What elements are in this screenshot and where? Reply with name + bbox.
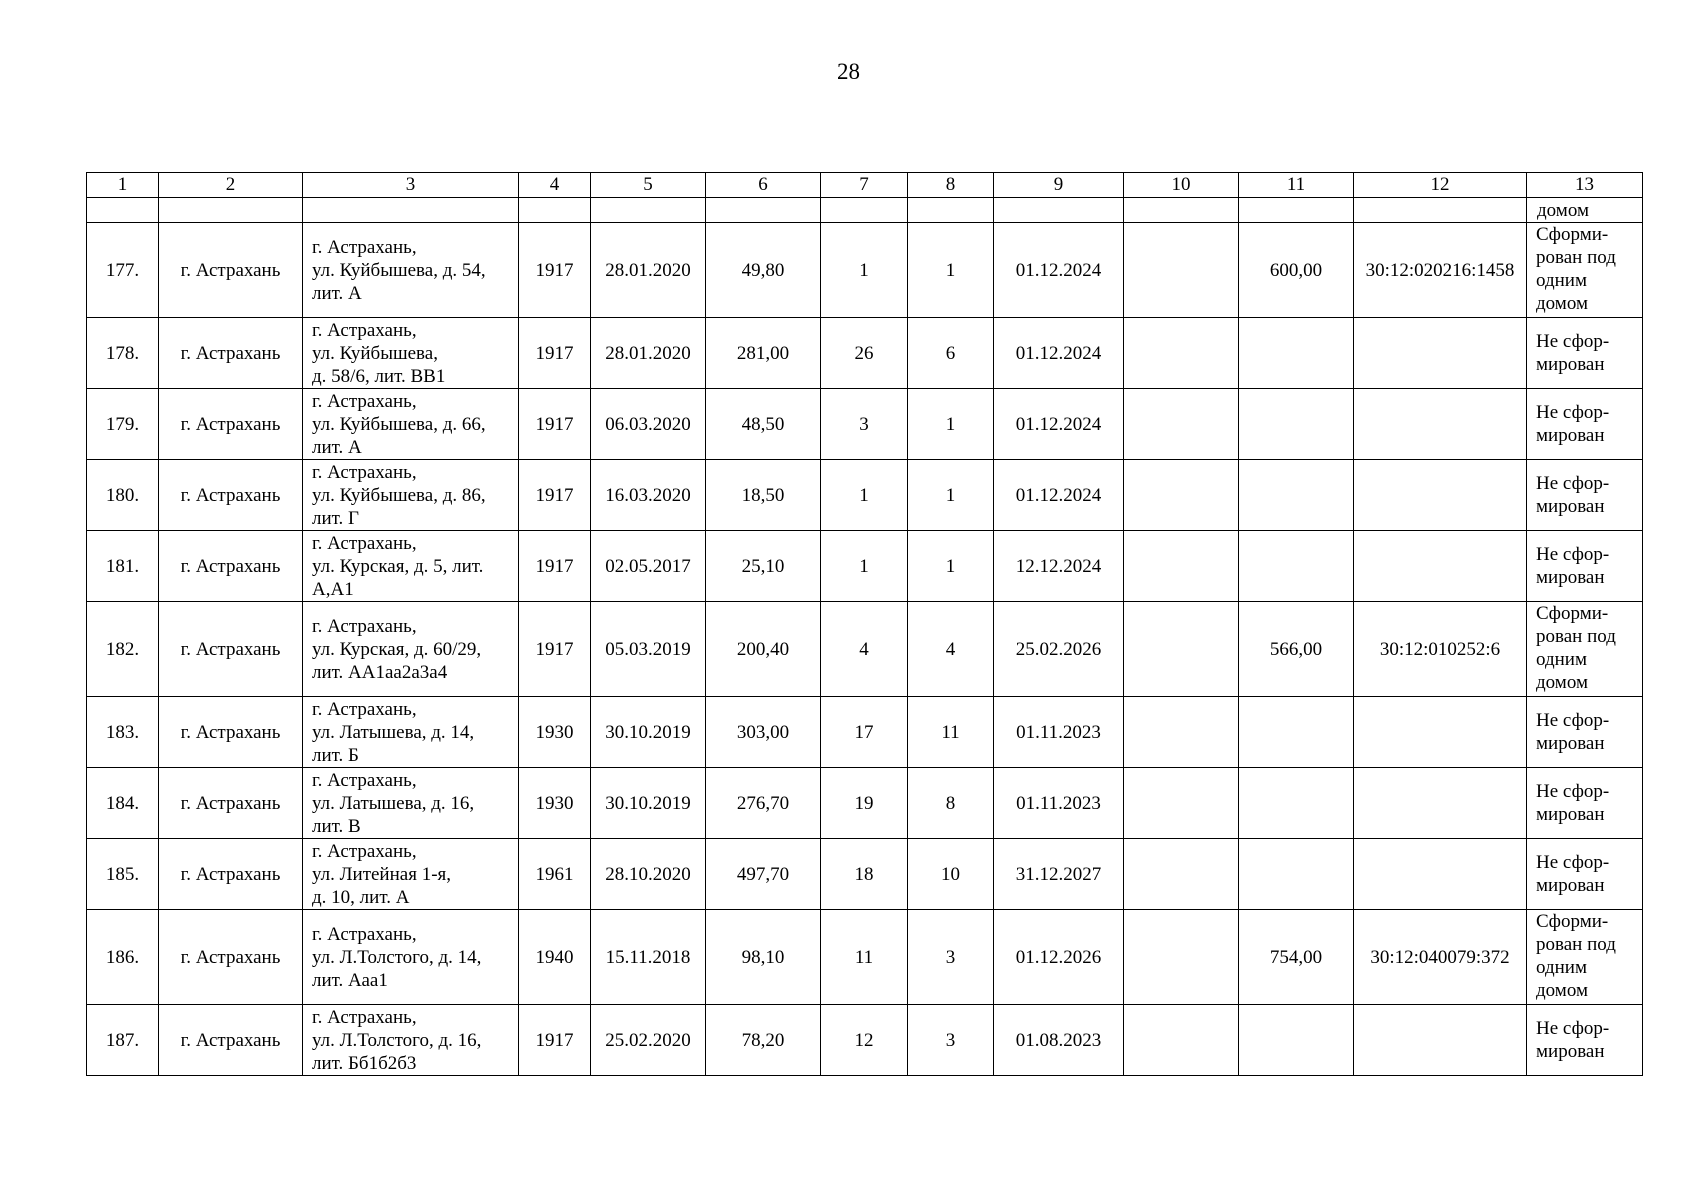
- column-7-cell: 12: [821, 1005, 908, 1076]
- column-10-cell: [1124, 768, 1239, 839]
- column-number: 5: [591, 173, 706, 198]
- row-number-cell: 177.: [87, 223, 159, 318]
- status-cell: Сформи- рован под одним домом: [1527, 602, 1643, 697]
- column-7-cell: 18: [821, 839, 908, 910]
- cadastral-number-cell: [1354, 389, 1527, 460]
- empty-cell: [519, 198, 591, 223]
- date-cell: 30.10.2019: [591, 697, 706, 768]
- address-cell: г. Астрахань, ул. Куйбышева, д. 86, лит. Г: [303, 460, 519, 531]
- cadastral-number-cell: [1354, 768, 1527, 839]
- area-cell: 25,10: [706, 531, 821, 602]
- status-cell: Сформи- рован под одним домом: [1527, 910, 1643, 1005]
- year-cell: 1917: [519, 1005, 591, 1076]
- column-8-cell: 6: [908, 318, 994, 389]
- table-row: [87, 223, 1643, 318]
- date-cell: 28.01.2020: [591, 318, 706, 389]
- status-cell: Не сфор- мирован: [1527, 389, 1643, 460]
- column-7-cell: 19: [821, 768, 908, 839]
- continuation-status-cell: домом: [1527, 198, 1643, 223]
- city-cell: г. Астрахань: [159, 697, 303, 768]
- date-cell: 02.05.2017: [591, 531, 706, 602]
- column-9-cell: 12.12.2024: [994, 531, 1124, 602]
- city-cell: г. Астрахань: [159, 389, 303, 460]
- column-7-cell: 1: [821, 460, 908, 531]
- address-cell: г. Астрахань, ул. Курская, д. 5, лит. А,А1: [303, 531, 519, 602]
- address-cell: г. Астрахань, ул. Литейная 1-я, д. 10, лит. А: [303, 839, 519, 910]
- column-8-cell: 4: [908, 602, 994, 697]
- column-7-cell: 3: [821, 389, 908, 460]
- address-cell: г. Астрахань, ул. Куйбышева, д. 58/6, лит. ВВ1: [303, 318, 519, 389]
- column-9-cell: 01.12.2024: [994, 318, 1124, 389]
- cadastral-number-cell: 30:12:010252:6: [1354, 602, 1527, 697]
- address-cell: г. Астрахань, ул. Курская, д. 60/29, лит. АА1аа2а3а4: [303, 602, 519, 697]
- column-11-cell: [1239, 531, 1354, 602]
- table-row: [87, 389, 1643, 460]
- address-cell: г. Астрахань, ул. Куйбышева, д. 54, лит. А: [303, 223, 519, 318]
- date-cell: 16.03.2020: [591, 460, 706, 531]
- column-10-cell: [1124, 389, 1239, 460]
- status-cell: Сформи- рован под одним домом: [1527, 223, 1643, 318]
- address-cell: г. Астрахань, ул. Л.Толстого, д. 16, лит. Бб1б2б3: [303, 1005, 519, 1076]
- area-cell: 49,80: [706, 223, 821, 318]
- empty-cell: [591, 198, 706, 223]
- empty-cell: [908, 198, 994, 223]
- status-cell: Не сфор- мирован: [1527, 768, 1643, 839]
- empty-cell: [821, 198, 908, 223]
- date-cell: 15.11.2018: [591, 910, 706, 1005]
- column-11-cell: [1239, 768, 1354, 839]
- cadastral-number-cell: 30:12:020216:1458: [1354, 223, 1527, 318]
- column-9-cell: 01.08.2023: [994, 1005, 1124, 1076]
- city-cell: г. Астрахань: [159, 318, 303, 389]
- column-9-cell: 01.12.2026: [994, 910, 1124, 1005]
- column-number: 2: [159, 173, 303, 198]
- area-cell: 78,20: [706, 1005, 821, 1076]
- city-cell: г. Астрахань: [159, 460, 303, 531]
- column-number: 12: [1354, 173, 1527, 198]
- year-cell: 1917: [519, 602, 591, 697]
- column-10-cell: [1124, 460, 1239, 531]
- column-10-cell: [1124, 697, 1239, 768]
- empty-cell: [159, 198, 303, 223]
- row-number-cell: 187.: [87, 1005, 159, 1076]
- row-number-cell: 179.: [87, 389, 159, 460]
- column-7-cell: 17: [821, 697, 908, 768]
- date-cell: 25.02.2020: [591, 1005, 706, 1076]
- year-cell: 1917: [519, 531, 591, 602]
- column-10-cell: [1124, 839, 1239, 910]
- column-8-cell: 8: [908, 768, 994, 839]
- area-cell: 98,10: [706, 910, 821, 1005]
- column-7-cell: 4: [821, 602, 908, 697]
- area-cell: 303,00: [706, 697, 821, 768]
- column-8-cell: 1: [908, 460, 994, 531]
- column-8-cell: 10: [908, 839, 994, 910]
- column-8-cell: 1: [908, 223, 994, 318]
- column-11-cell: [1239, 460, 1354, 531]
- year-cell: 1930: [519, 697, 591, 768]
- city-cell: г. Астрахань: [159, 531, 303, 602]
- area-cell: 276,70: [706, 768, 821, 839]
- page-number: 28: [837, 59, 860, 84]
- column-8-cell: 3: [908, 1005, 994, 1076]
- date-cell: 30.10.2019: [591, 768, 706, 839]
- year-cell: 1940: [519, 910, 591, 1005]
- column-number: 3: [303, 173, 519, 198]
- column-11-cell: [1239, 697, 1354, 768]
- table-row: [87, 910, 1643, 1005]
- table-row: [87, 460, 1643, 531]
- address-cell: г. Астрахань, ул. Латышева, д. 14, лит. Б: [303, 697, 519, 768]
- date-cell: 05.03.2019: [591, 602, 706, 697]
- column-8-cell: 1: [908, 531, 994, 602]
- city-cell: г. Астрахань: [159, 839, 303, 910]
- area-cell: 497,70: [706, 839, 821, 910]
- table-row: [87, 697, 1643, 768]
- registry-table: [86, 172, 1643, 1076]
- table-row: [87, 1005, 1643, 1076]
- column-11-cell: [1239, 839, 1354, 910]
- empty-cell: [1239, 198, 1354, 223]
- column-7-cell: 26: [821, 318, 908, 389]
- table-row: [87, 531, 1643, 602]
- status-cell: Не сфор- мирован: [1527, 460, 1643, 531]
- row-number-cell: 185.: [87, 839, 159, 910]
- column-11-cell: 566,00: [1239, 602, 1354, 697]
- column-number: 13: [1527, 173, 1643, 198]
- area-cell: 200,40: [706, 602, 821, 697]
- column-7-cell: 1: [821, 531, 908, 602]
- table-row: [87, 318, 1643, 389]
- row-number-cell: 180.: [87, 460, 159, 531]
- year-cell: 1930: [519, 768, 591, 839]
- date-cell: 28.01.2020: [591, 223, 706, 318]
- row-number-cell: 181.: [87, 531, 159, 602]
- column-number: 11: [1239, 173, 1354, 198]
- status-cell: Не сфор- мирован: [1527, 318, 1643, 389]
- column-10-cell: [1124, 910, 1239, 1005]
- column-10-cell: [1124, 602, 1239, 697]
- row-number-cell: 183.: [87, 697, 159, 768]
- cadastral-number-cell: [1354, 531, 1527, 602]
- column-number: 8: [908, 173, 994, 198]
- column-9-cell: 31.12.2027: [994, 839, 1124, 910]
- area-cell: 48,50: [706, 389, 821, 460]
- row-number-cell: 178.: [87, 318, 159, 389]
- empty-cell: [706, 198, 821, 223]
- continuation-row: [87, 198, 1643, 223]
- column-number: 6: [706, 173, 821, 198]
- empty-cell: [994, 198, 1124, 223]
- column-number: 4: [519, 173, 591, 198]
- row-number-cell: 182.: [87, 602, 159, 697]
- column-8-cell: 3: [908, 910, 994, 1005]
- cadastral-number-cell: [1354, 697, 1527, 768]
- column-7-cell: 1: [821, 223, 908, 318]
- column-10-cell: [1124, 531, 1239, 602]
- status-cell: Не сфор- мирован: [1527, 1005, 1643, 1076]
- cadastral-number-cell: [1354, 839, 1527, 910]
- year-cell: 1917: [519, 223, 591, 318]
- column-10-cell: [1124, 318, 1239, 389]
- empty-cell: [87, 198, 159, 223]
- city-cell: г. Астрахань: [159, 223, 303, 318]
- city-cell: г. Астрахань: [159, 910, 303, 1005]
- column-11-cell: 600,00: [1239, 223, 1354, 318]
- column-number: 7: [821, 173, 908, 198]
- status-cell: Не сфор- мирован: [1527, 697, 1643, 768]
- column-number: 10: [1124, 173, 1239, 198]
- table-body: [87, 173, 1643, 1076]
- cadastral-number-cell: 30:12:040079:372: [1354, 910, 1527, 1005]
- area-cell: 281,00: [706, 318, 821, 389]
- date-cell: 06.03.2020: [591, 389, 706, 460]
- city-cell: г. Астрахань: [159, 602, 303, 697]
- column-11-cell: [1239, 1005, 1354, 1076]
- area-cell: 18,50: [706, 460, 821, 531]
- row-number-cell: 186.: [87, 910, 159, 1005]
- column-11-cell: [1239, 389, 1354, 460]
- status-cell: Не сфор- мирован: [1527, 839, 1643, 910]
- column-8-cell: 11: [908, 697, 994, 768]
- column-9-cell: 25.02.2026: [994, 602, 1124, 697]
- empty-cell: [1124, 198, 1239, 223]
- column-9-cell: 01.11.2023: [994, 697, 1124, 768]
- cadastral-number-cell: [1354, 318, 1527, 389]
- column-10-cell: [1124, 1005, 1239, 1076]
- table-row: [87, 839, 1643, 910]
- city-cell: г. Астрахань: [159, 1005, 303, 1076]
- address-cell: г. Астрахань, ул. Латышева, д. 16, лит. В: [303, 768, 519, 839]
- column-11-cell: [1239, 318, 1354, 389]
- column-number: 1: [87, 173, 159, 198]
- empty-cell: [1354, 198, 1527, 223]
- year-cell: 1917: [519, 389, 591, 460]
- table-row: [87, 768, 1643, 839]
- empty-cell: [303, 198, 519, 223]
- year-cell: 1917: [519, 318, 591, 389]
- column-9-cell: 01.12.2024: [994, 389, 1124, 460]
- year-cell: 1961: [519, 839, 591, 910]
- date-cell: 28.10.2020: [591, 839, 706, 910]
- table-row: [87, 602, 1643, 697]
- column-11-cell: 754,00: [1239, 910, 1354, 1005]
- city-cell: г. Астрахань: [159, 768, 303, 839]
- column-9-cell: 01.12.2024: [994, 460, 1124, 531]
- address-cell: г. Астрахань, ул. Куйбышева, д. 66, лит. А: [303, 389, 519, 460]
- column-9-cell: 01.11.2023: [994, 768, 1124, 839]
- column-10-cell: [1124, 223, 1239, 318]
- year-cell: 1917: [519, 460, 591, 531]
- column-7-cell: 11: [821, 910, 908, 1005]
- address-cell: г. Астрахань, ул. Л.Толстого, д. 14, лит. Ааа1: [303, 910, 519, 1005]
- column-8-cell: 1: [908, 389, 994, 460]
- row-number-cell: 184.: [87, 768, 159, 839]
- status-cell: Не сфор- мирован: [1527, 531, 1643, 602]
- column-number-row: [87, 173, 1643, 198]
- cadastral-number-cell: [1354, 460, 1527, 531]
- column-9-cell: 01.12.2024: [994, 223, 1124, 318]
- column-number: 9: [994, 173, 1124, 198]
- cadastral-number-cell: [1354, 1005, 1527, 1076]
